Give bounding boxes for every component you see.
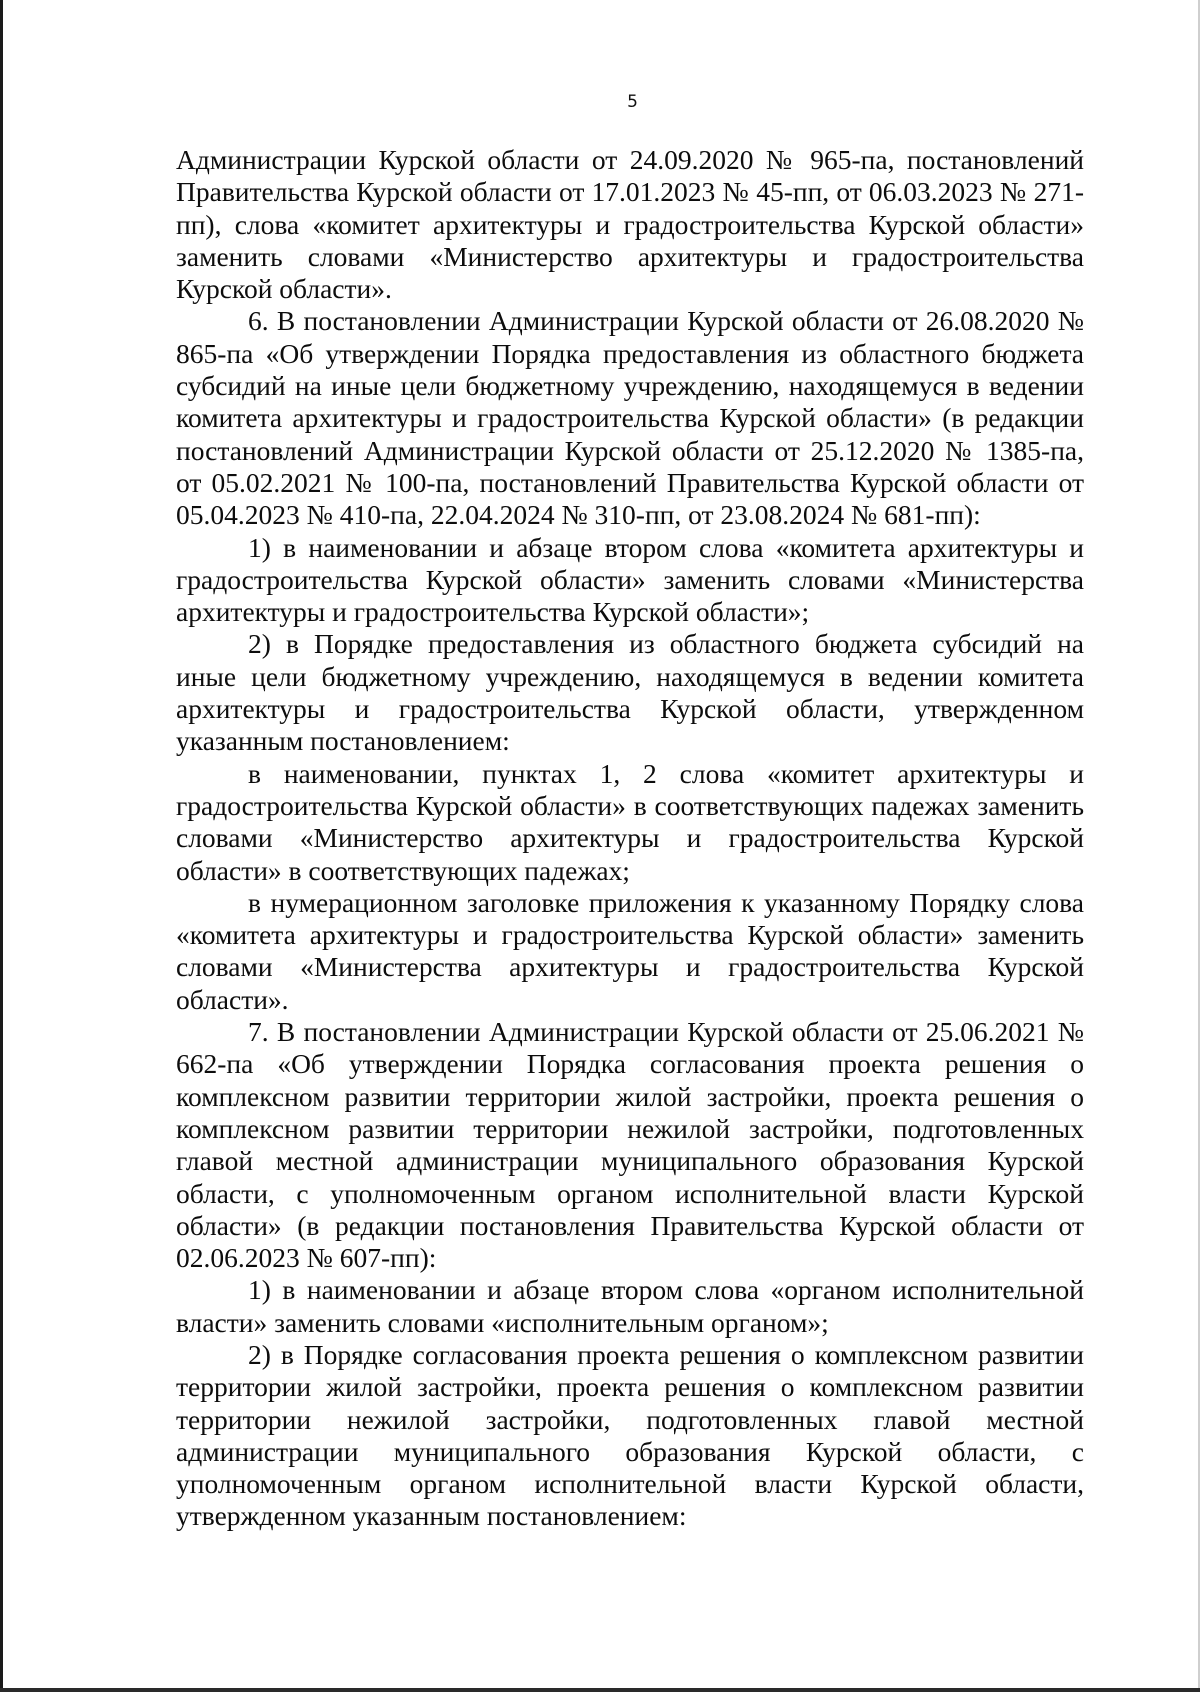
scan-edge-bottom: [0, 1688, 1200, 1692]
document-body: [176, 144, 1084, 1533]
paragraph-item-6-1: 1) в наименовании и абзаце втором слова «комитета архитектуры и градостроительства Курской области» заменить словами «Министерства архитектуры и градостроительства Курской области»;: [176, 531, 1084, 628]
scan-edge-left: [0, 0, 3, 1692]
paragraph-item-6-2-a: в наименовании, пунктах 1, 2 слова «комитет архитектуры и градостроительства Курской области» в соответствующих падежах заменить словами «Министерство архитектуры и градостроительства Курской области» в соответствующих падежах;: [176, 757, 1084, 886]
paragraph-item-7: 7. В постановлении Администрации Курской области от 25.06.2021 № 662-па «Об утверждении Порядка согласования проекта решения о комплексном развитии территории жилой застройки, проекта решения о комплексном развитии территории нежилой застройки, подготовленных главой местной администрации муниципального образования Курской области, с уполномоченным органом исполнительной власти Курской области» (в редакции постановления Правительства Курской области от 02.06.2023 № 607-пп):: [176, 1016, 1084, 1274]
paragraph-item-6-2-b: в нумерационном заголовке приложения к указанному Порядку слова «комитета архитектуры и градостроительства Курской области» заменить словами «Министерства архитектуры и градостроительства Курской области».: [176, 886, 1084, 1015]
page-number: 5: [627, 92, 638, 112]
paragraph-item-6: 6. В постановлении Администрации Курской области от 26.08.2020 № 865-па «Об утверждении Порядка предоставления из областного бюджета субсидий на иные цели бюджетному учреждению, находящемуся в ведении комитета архитектуры и градостроительства Курской области» (в редакции постановлений Администрации Курской области от 25.12.2020 № 1385-па, от 05.02.2021 № 100-па, постановлений Правительства Курской области от 05.04.2023 № 410-па, 22.04.2024 № 310-пп, от 23.08.2024 № 681-пп):: [176, 305, 1084, 531]
paragraph-item-6-2: 2) в Порядке предоставления из областного бюджета субсидий на иные цели бюджетному учреждению, находящемуся в ведении комитета архитектуры и градостроительства Курской области, утвержденном указанным постановлением:: [176, 628, 1084, 757]
paragraph-item-7-2: 2) в Порядке согласования проекта решения о комплексном развитии территории жилой застройки, проекта решения о комплексном развитии территории нежилой застройки, подготовленных главой местной администрации муниципального образования Курской области, с уполномоченным органом исполнительной власти Курской области, утвержденном указанным постановлением:: [176, 1338, 1084, 1532]
paragraph-item-7-1: 1) в наименовании и абзаце втором слова «органом исполнительной власти» заменить словами «исполнительным органом»;: [176, 1274, 1084, 1338]
paragraph-continuation: Администрации Курской области от 24.09.2020 № 965-па, постановлений Правительства Курской области от 17.01.2023 № 45-пп, от 06.03.2023 № 271-пп), слова «комитет архитектуры и градостроительства Курской области» заменить словами «Министерство архитектуры и градостроительства Курской области».: [176, 144, 1084, 305]
